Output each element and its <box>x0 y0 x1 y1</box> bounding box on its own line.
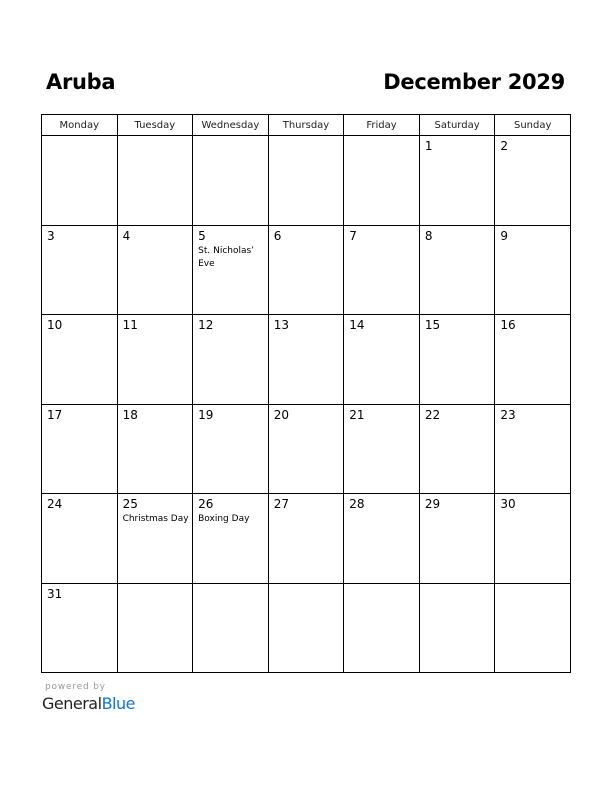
day-number: 18 <box>122 407 138 422</box>
day-number: 12 <box>198 318 214 332</box>
day-number: 23 <box>500 407 516 422</box>
day-cell <box>268 404 344 494</box>
day-number: 17 <box>47 407 63 422</box>
brand-blue-text: Blue <box>101 694 135 713</box>
day-cell <box>268 225 344 315</box>
weekday-header: Friday <box>344 115 420 136</box>
day-cell <box>344 315 420 405</box>
day-number: 10 <box>47 318 63 332</box>
weekday-header: Saturday <box>419 115 495 136</box>
day-cell <box>42 315 118 405</box>
day-number: 6 <box>273 228 282 243</box>
day-cell <box>42 404 118 494</box>
day-number: 20 <box>273 407 289 422</box>
day-number: 15 <box>424 318 441 332</box>
day-cell <box>42 136 118 226</box>
day-cell <box>419 136 495 226</box>
holiday-label: Boxing Day <box>198 514 250 524</box>
weekday-header-row <box>42 115 571 136</box>
day-cell <box>495 583 571 673</box>
day-cell <box>419 404 495 494</box>
day-cell <box>268 494 344 584</box>
holiday-label: Christmas Day <box>122 514 189 524</box>
day-cell <box>42 494 118 584</box>
day-number: 16 <box>500 318 516 332</box>
day-number: 1 <box>424 139 433 153</box>
day-cell <box>419 583 495 673</box>
weekday-header: Thursday <box>268 115 344 136</box>
day-cell <box>495 225 571 315</box>
day-cell <box>344 136 420 226</box>
day-cell <box>117 136 193 226</box>
day-cell <box>268 136 344 226</box>
day-cell <box>495 494 571 584</box>
day-number: 27 <box>273 497 289 511</box>
day-number: 29 <box>424 497 441 511</box>
brand-general-text: General <box>42 694 102 713</box>
day-cell <box>193 225 269 315</box>
weekday-header: Sunday <box>495 115 571 136</box>
day-cell <box>495 136 571 226</box>
day-cell <box>193 583 269 673</box>
day-cell <box>268 315 344 405</box>
day-number: 9 <box>500 228 509 243</box>
day-cell <box>193 494 269 584</box>
day-number: 21 <box>349 407 365 422</box>
day-cell <box>117 494 193 584</box>
day-cell <box>419 494 495 584</box>
day-cell <box>193 136 269 226</box>
day-number: 4 <box>122 228 131 243</box>
week-row <box>42 404 571 494</box>
weekday-header: Monday <box>42 115 118 136</box>
day-number: 8 <box>424 228 433 243</box>
day-cell <box>268 583 344 673</box>
day-number: 3 <box>47 228 55 243</box>
week-row <box>42 136 571 226</box>
week-row <box>42 225 571 315</box>
day-number: 13 <box>273 318 289 332</box>
holiday-label: St. Nicholas’ Eve <box>198 245 255 269</box>
generalblue-logo[interactable] <box>42 694 135 713</box>
day-cell <box>344 225 420 315</box>
day-number: 7 <box>349 228 357 243</box>
day-number: 2 <box>500 139 509 153</box>
day-cell <box>193 315 269 405</box>
week-row <box>42 583 571 673</box>
weekday-header: Wednesday <box>193 115 269 136</box>
day-cell <box>117 404 193 494</box>
day-number: 26 <box>198 497 214 511</box>
powered-by-text: powered by <box>45 682 106 692</box>
day-cell <box>344 494 420 584</box>
day-number: 5 <box>198 228 206 243</box>
day-cell <box>117 583 193 673</box>
day-cell <box>419 315 495 405</box>
day-cell <box>344 404 420 494</box>
week-row <box>42 315 571 405</box>
day-cell <box>344 583 420 673</box>
day-number: 19 <box>198 407 214 422</box>
day-cell <box>495 404 571 494</box>
day-number: 14 <box>349 318 365 332</box>
month-year-title: December 2029 <box>383 70 565 94</box>
week-row <box>42 494 571 584</box>
day-cell <box>42 225 118 315</box>
day-number: 25 <box>122 497 138 511</box>
day-cell <box>117 225 193 315</box>
day-cell <box>419 225 495 315</box>
day-number: 24 <box>47 497 63 511</box>
day-cell <box>117 315 193 405</box>
day-cell <box>193 404 269 494</box>
day-number: 22 <box>424 407 441 422</box>
day-number: 28 <box>349 497 365 511</box>
day-number: 11 <box>122 318 138 332</box>
day-cell <box>495 315 571 405</box>
country-title: Aruba <box>46 70 116 94</box>
calendar-grid <box>41 114 571 673</box>
day-number: 30 <box>500 497 516 511</box>
weekday-header: Tuesday <box>117 115 193 136</box>
day-cell <box>42 583 118 673</box>
day-number: 31 <box>47 586 63 601</box>
